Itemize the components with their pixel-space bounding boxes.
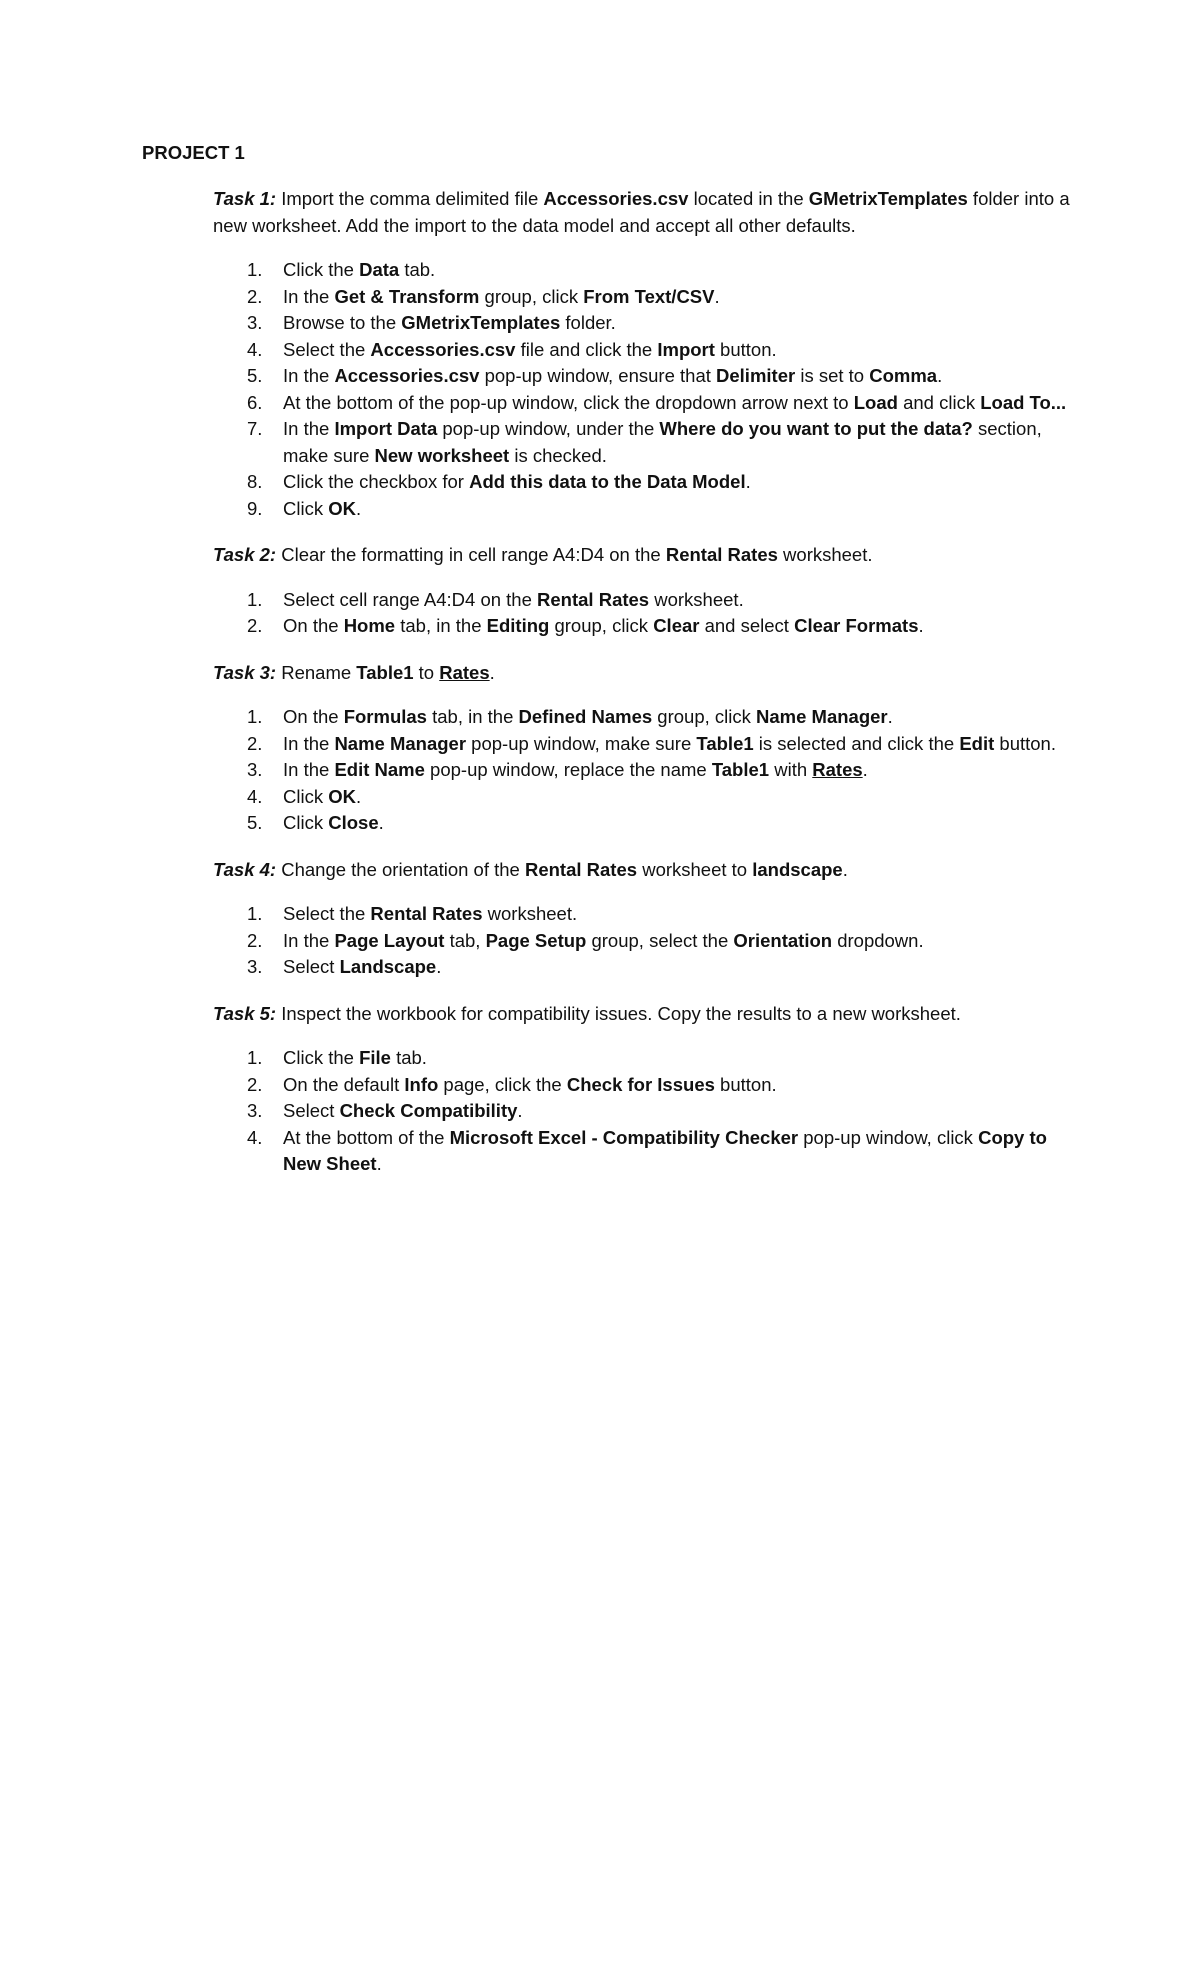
bold-term: Import xyxy=(657,338,715,360)
bold-term: Accessories.csv xyxy=(543,188,689,209)
step-text: Browse to the GMetrixTemplates folder. xyxy=(283,312,616,333)
bold-term: Rental Rates xyxy=(537,588,650,610)
bold-term: From Text/CSV xyxy=(583,285,715,307)
bold-term: Formulas xyxy=(343,706,427,727)
step-item xyxy=(213,1098,1073,1125)
step-number: 2. xyxy=(247,732,263,754)
step-item xyxy=(213,757,1073,784)
bold-term: Copy to New Sheet xyxy=(283,1126,1047,1174)
step-item xyxy=(213,901,1073,928)
step-number: 1. xyxy=(247,706,263,727)
bold-term: Rental Rates xyxy=(370,903,483,924)
bold-term: Data xyxy=(359,259,400,280)
step-text: On the Home tab, in the Editing group, click Clear and select Clear Formats. xyxy=(283,615,924,636)
task-label: Task 5: xyxy=(213,1002,277,1024)
step-item xyxy=(213,390,1073,417)
step-text: In the Accessories.csv pop-up window, ensure that Delimiter is set to Comma. xyxy=(283,365,943,386)
step-text: Click Close. xyxy=(283,812,384,833)
task-1-heading: Task 1: Import the comma delimited file Accessories.csv located in the GMetrixTemplates folder into a new worksheet. Add the import to the data model and accept all other defaults. xyxy=(213,188,1070,236)
step-text: In the Page Layout tab, Page Setup group, select the Orientation dropdown. xyxy=(283,929,924,951)
step-item xyxy=(213,731,1073,758)
task-2-heading: Task 2: Clear the formatting in cell range A4:D4 on the Rental Rates worksheet. xyxy=(213,544,873,565)
bold-term: Microsoft Excel - Compatibility Checker xyxy=(449,1126,799,1148)
step-item xyxy=(213,469,1073,496)
task-label: Task 2: xyxy=(213,544,277,565)
bold-term: Editing xyxy=(486,615,550,636)
bold-term: Landscape xyxy=(339,956,437,977)
project-title: PROJECT 1 xyxy=(142,142,245,163)
bold-term: Defined Names xyxy=(518,706,653,727)
step-number: 2. xyxy=(247,929,263,951)
task-5-heading: Task 5: Inspect the workbook for compatibility issues. Copy the results to a new worksheet. xyxy=(213,1002,961,1024)
step-item xyxy=(213,284,1073,311)
bold-term: Get & Transform xyxy=(334,285,480,307)
step-number: 3. xyxy=(247,312,263,333)
bold-term: Load To... xyxy=(980,391,1067,413)
bold-term: Name Manager xyxy=(756,706,888,727)
task-label: Task 1: xyxy=(213,188,277,209)
bold-term: Where do you want to put the data? xyxy=(659,418,973,439)
bold-term: landscape xyxy=(752,858,843,880)
step-text: Select the Accessories.csv file and click the Import button. xyxy=(283,338,777,360)
step-number: 1. xyxy=(247,1047,263,1068)
bold-term: OK xyxy=(328,497,356,519)
step-item xyxy=(213,954,1073,981)
step-item xyxy=(213,704,1073,731)
step-number: 4. xyxy=(247,785,263,807)
bold-term: Check Compatibility xyxy=(339,1100,518,1121)
step-number: 1. xyxy=(247,588,263,610)
bold-term: Page Setup xyxy=(485,929,587,951)
step-number: 3. xyxy=(247,759,263,780)
step-number: 7. xyxy=(247,418,263,439)
bold-term: Accessories.csv xyxy=(334,365,480,386)
bold-term: Check for Issues xyxy=(566,1073,715,1095)
step-item xyxy=(213,496,1073,523)
bold-term: Edit xyxy=(959,732,995,754)
step-text: Select cell range A4:D4 on the Rental Rates worksheet. xyxy=(283,588,744,610)
step-number: 3. xyxy=(247,1100,263,1121)
bold-term: Table1 xyxy=(356,661,414,683)
step-item xyxy=(213,587,1073,614)
step-number: 8. xyxy=(247,471,263,492)
step-text: Click the Data tab. xyxy=(283,259,436,280)
bold-term: Rental Rates xyxy=(524,858,638,880)
step-item xyxy=(213,784,1073,811)
bold-term: OK xyxy=(328,785,356,807)
step-item xyxy=(213,928,1073,955)
step-text: In the Edit Name pop-up window, replace the name Table1 with Rates. xyxy=(283,759,868,780)
step-item xyxy=(213,310,1073,337)
bold-term: Info xyxy=(404,1073,439,1095)
step-number: 2. xyxy=(247,285,263,307)
task-1-steps xyxy=(213,257,1073,522)
step-text: In the Get & Transform group, click From Text/CSV. xyxy=(283,285,720,307)
step-item xyxy=(213,337,1073,364)
bold-term: Home xyxy=(343,615,396,636)
step-text: Click the File tab. xyxy=(283,1047,427,1068)
step-number: 2. xyxy=(247,1073,263,1095)
bold-underlined-term: Rates xyxy=(812,759,863,780)
step-item xyxy=(213,613,1073,640)
step-number: 5. xyxy=(247,365,263,386)
step-item xyxy=(213,1045,1073,1072)
bold-term: Rental Rates xyxy=(665,544,778,565)
bold-term: Table1 xyxy=(696,732,754,754)
bold-term: Comma xyxy=(869,365,938,386)
bold-term: Orientation xyxy=(733,929,833,951)
bold-term: Delimiter xyxy=(716,365,796,386)
step-number: 4. xyxy=(247,338,263,360)
step-item xyxy=(213,810,1073,837)
bold-term: New worksheet xyxy=(374,444,510,466)
bold-term: Import Data xyxy=(334,418,438,439)
bold-term: Accessories.csv xyxy=(370,338,516,360)
bold-term: Load xyxy=(853,391,898,413)
step-text: In the Import Data pop-up window, under the Where do you want to put the data? section, make sure New worksheet is checked. xyxy=(283,418,1042,466)
step-text: Select the Rental Rates worksheet. xyxy=(283,903,578,924)
step-item xyxy=(213,1125,1073,1178)
bold-term: Edit Name xyxy=(334,759,425,780)
task-4-heading: Task 4: Change the orientation of the Rental Rates worksheet to landscape. xyxy=(213,858,848,880)
bold-term: Name Manager xyxy=(334,732,467,754)
task-5-steps xyxy=(213,1045,1073,1178)
bold-term: Add this data to the Data Model xyxy=(469,471,746,492)
step-text: On the default Info page, click the Check for Issues button. xyxy=(283,1073,777,1095)
task-label: Task 3: xyxy=(213,661,277,683)
task-label: Task 4: xyxy=(213,858,277,880)
step-number: 6. xyxy=(247,391,263,413)
step-number: 4. xyxy=(247,1126,263,1148)
step-item xyxy=(213,1072,1073,1099)
step-text: Click OK. xyxy=(283,785,362,807)
step-text: At the bottom of the pop-up window, click the dropdown arrow next to Load and click Load To... xyxy=(283,391,1067,413)
step-number: 1. xyxy=(247,259,263,280)
bold-term: Close xyxy=(328,812,379,833)
step-number: 3. xyxy=(247,956,263,977)
step-item xyxy=(213,416,1073,469)
task-3-steps xyxy=(213,704,1073,837)
step-text: At the bottom of the Microsoft Excel - Compatibility Checker pop-up window, click Copy to New Sheet. xyxy=(283,1126,1047,1174)
bold-term: Clear Formats xyxy=(794,615,919,636)
bold-term: Page Layout xyxy=(334,929,445,951)
step-text: Select Check Compatibility. xyxy=(283,1100,523,1121)
bold-term: GMetrixTemplates xyxy=(808,188,968,209)
step-number: 1. xyxy=(247,903,263,924)
bold-term: Clear xyxy=(653,615,700,636)
bold-underlined-term: Rates xyxy=(439,661,490,683)
task-2-steps xyxy=(213,587,1073,640)
step-text: Click the checkbox for Add this data to the Data Model. xyxy=(283,471,751,492)
task-3-heading: Task 3: Rename Table1 to Rates. xyxy=(213,661,495,683)
step-text: On the Formulas tab, in the Defined Names group, click Name Manager. xyxy=(283,706,893,727)
step-text: Select Landscape. xyxy=(283,956,442,977)
step-number: 2. xyxy=(247,615,263,636)
bold-term: GMetrixTemplates xyxy=(401,312,561,333)
step-text: Click OK. xyxy=(283,497,362,519)
bold-term: File xyxy=(359,1047,391,1068)
tasks-container xyxy=(213,186,1073,1198)
step-number: 5. xyxy=(247,812,263,833)
step-text: In the Name Manager pop-up window, make sure Table1 is selected and click the Edit button. xyxy=(283,732,1056,754)
step-number: 9. xyxy=(247,497,263,519)
step-item xyxy=(213,363,1073,390)
bold-term: Table1 xyxy=(711,759,770,780)
task-4-steps xyxy=(213,901,1073,981)
step-item xyxy=(213,257,1073,284)
